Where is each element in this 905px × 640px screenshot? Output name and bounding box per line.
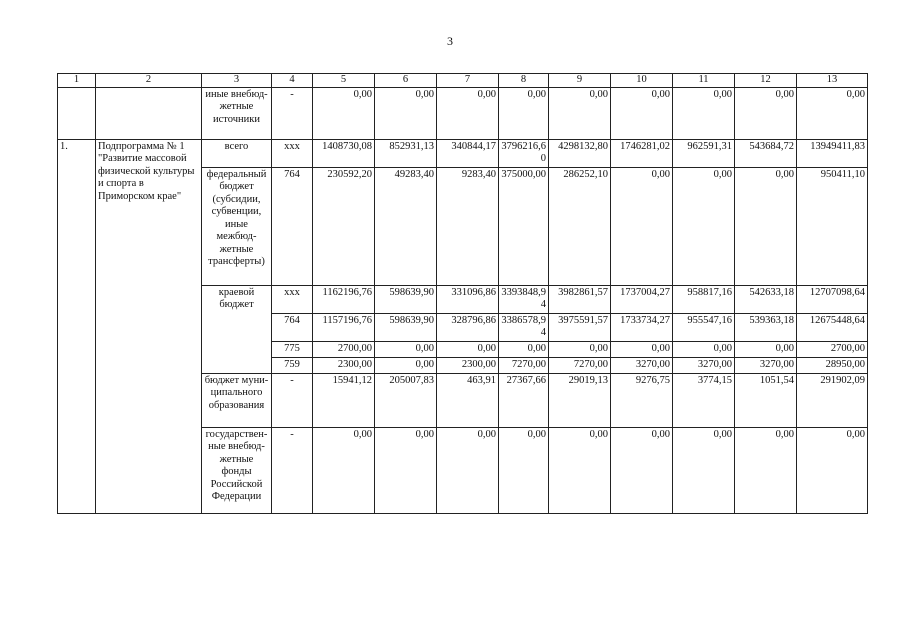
- value-cell: 2700,00: [797, 341, 868, 357]
- value-cell: 0,00: [549, 341, 611, 357]
- value-cell: 0,00: [673, 87, 735, 139]
- code-cell: 764: [272, 167, 313, 285]
- value-cell: 3393848,94: [499, 285, 549, 313]
- header-cell: 4: [272, 74, 313, 88]
- value-cell: 950411,10: [797, 167, 868, 285]
- value-cell: 598639,90: [375, 285, 437, 313]
- value-cell: 1737004,27: [611, 285, 673, 313]
- value-cell: 0,00: [437, 427, 499, 513]
- value-cell: 15941,12: [313, 373, 375, 427]
- header-cell: 5: [313, 74, 375, 88]
- code-cell: -: [272, 427, 313, 513]
- code-cell: 764: [272, 313, 313, 341]
- value-cell: 328796,86: [437, 313, 499, 341]
- value-cell: 0,00: [735, 427, 797, 513]
- header-cell: 6: [375, 74, 437, 88]
- value-cell: 291902,09: [797, 373, 868, 427]
- value-cell: 1157196,76: [313, 313, 375, 341]
- value-cell: 3270,00: [673, 357, 735, 373]
- value-cell: 962591,31: [673, 139, 735, 167]
- value-cell: 0,00: [549, 427, 611, 513]
- value-cell: 0,00: [375, 427, 437, 513]
- value-cell: 0,00: [797, 427, 868, 513]
- value-cell: 0,00: [611, 427, 673, 513]
- value-cell: 375000,00: [499, 167, 549, 285]
- value-cell: 0,00: [375, 357, 437, 373]
- value-cell: 286252,10: [549, 167, 611, 285]
- header-cell: 12: [735, 74, 797, 88]
- value-cell: 958817,16: [673, 285, 735, 313]
- header-cell: 8: [499, 74, 549, 88]
- value-cell: 2300,00: [313, 357, 375, 373]
- header-row: [58, 74, 868, 88]
- code-cell: 759: [272, 357, 313, 373]
- value-cell: 1162196,76: [313, 285, 375, 313]
- value-cell: 9276,75: [611, 373, 673, 427]
- value-cell: 1051,54: [735, 373, 797, 427]
- value-cell: 230592,20: [313, 167, 375, 285]
- row-index: 1.: [58, 139, 96, 513]
- value-cell: 13949411,83: [797, 139, 868, 167]
- value-cell: 0,00: [735, 87, 797, 139]
- value-cell: 3975591,57: [549, 313, 611, 341]
- value-cell: 2300,00: [437, 357, 499, 373]
- value-cell: 29019,13: [549, 373, 611, 427]
- code-cell: -: [272, 373, 313, 427]
- value-cell: 3774,15: [673, 373, 735, 427]
- value-cell: 3796216,60: [499, 139, 549, 167]
- value-cell: 3982861,57: [549, 285, 611, 313]
- header-cell: 2: [96, 74, 202, 88]
- table-row: [58, 139, 868, 167]
- value-cell: 331096,86: [437, 285, 499, 313]
- value-cell: 0,00: [611, 87, 673, 139]
- value-cell: 7270,00: [499, 357, 549, 373]
- value-cell: 1408730,08: [313, 139, 375, 167]
- value-cell: 0,00: [313, 427, 375, 513]
- value-cell: 0,00: [437, 87, 499, 139]
- value-cell: 12675448,64: [797, 313, 868, 341]
- value-cell: 0,00: [797, 87, 868, 139]
- value-cell: 12707098,64: [797, 285, 868, 313]
- header-cell: 3: [202, 74, 272, 88]
- code-cell: xxx: [272, 139, 313, 167]
- empty-cell: [96, 87, 202, 139]
- value-cell: 539363,18: [735, 313, 797, 341]
- page-number: 3: [447, 34, 453, 48]
- header-cell: 9: [549, 74, 611, 88]
- value-cell: 0,00: [611, 167, 673, 285]
- source-cell: федеральный бюджет (субсидии, субвенции, иные межбюд-жетные трансферты): [202, 167, 272, 285]
- source-cell: бюджет муни-ципального образования: [202, 373, 272, 427]
- value-cell: 9283,40: [437, 167, 499, 285]
- source-cell: государствен-ные внебюд-жетные фонды Российской Федерации: [202, 427, 272, 513]
- value-cell: 0,00: [313, 87, 375, 139]
- value-cell: 2700,00: [313, 341, 375, 357]
- value-cell: 955547,16: [673, 313, 735, 341]
- value-cell: 0,00: [375, 87, 437, 139]
- source-cell: всего: [202, 139, 272, 167]
- value-cell: 0,00: [673, 341, 735, 357]
- value-cell: 0,00: [499, 427, 549, 513]
- source-cell: краевой бюджет: [202, 285, 272, 373]
- value-cell: 0,00: [735, 341, 797, 357]
- value-cell: 0,00: [499, 341, 549, 357]
- table-row: [58, 87, 868, 139]
- budget-table: [57, 73, 868, 514]
- value-cell: 27367,66: [499, 373, 549, 427]
- value-cell: 3270,00: [611, 357, 673, 373]
- value-cell: 0,00: [549, 87, 611, 139]
- value-cell: 7270,00: [549, 357, 611, 373]
- value-cell: 49283,40: [375, 167, 437, 285]
- value-cell: 542633,18: [735, 285, 797, 313]
- value-cell: 0,00: [611, 341, 673, 357]
- value-cell: 543684,72: [735, 139, 797, 167]
- value-cell: 463,91: [437, 373, 499, 427]
- value-cell: 1733734,27: [611, 313, 673, 341]
- header-cell: 13: [797, 74, 868, 88]
- header-cell: 7: [437, 74, 499, 88]
- subprogram-title: Подпрограмма № 1 "Развитие массовой физической культуры и спорта в Приморском крае": [96, 139, 202, 513]
- value-cell: 852931,13: [375, 139, 437, 167]
- value-cell: 28950,00: [797, 357, 868, 373]
- value-cell: 340844,17: [437, 139, 499, 167]
- value-cell: 0,00: [673, 167, 735, 285]
- header-cell: 10: [611, 74, 673, 88]
- value-cell: 0,00: [437, 341, 499, 357]
- value-cell: 3270,00: [735, 357, 797, 373]
- value-cell: 4298132,80: [549, 139, 611, 167]
- value-cell: 0,00: [673, 427, 735, 513]
- value-cell: 1746281,02: [611, 139, 673, 167]
- code-cell: 775: [272, 341, 313, 357]
- code-cell: xxx: [272, 285, 313, 313]
- empty-cell: [58, 87, 96, 139]
- source-cell: иные внебюд-жетные источники: [202, 87, 272, 139]
- value-cell: 0,00: [375, 341, 437, 357]
- header-cell: 11: [673, 74, 735, 88]
- value-cell: 598639,90: [375, 313, 437, 341]
- value-cell: 205007,83: [375, 373, 437, 427]
- header-cell: 1: [58, 74, 96, 88]
- value-cell: 0,00: [735, 167, 797, 285]
- value-cell: 3386578,94: [499, 313, 549, 341]
- code-cell: -: [272, 87, 313, 139]
- value-cell: 0,00: [499, 87, 549, 139]
